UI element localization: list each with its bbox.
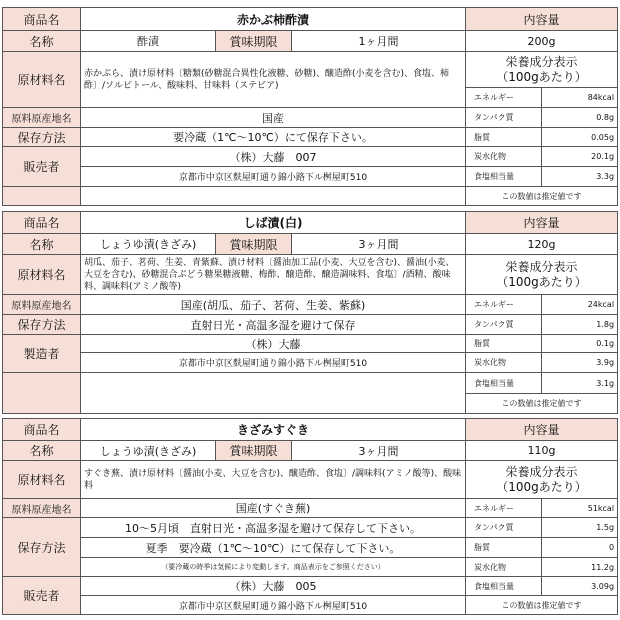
- company-address: 京都市中京区麩屋町通り錦小路下ル桝屋町510: [81, 353, 466, 373]
- expiry-label: 賞味期限: [216, 441, 292, 461]
- company-name: （株）大藤 007: [81, 147, 466, 167]
- product-label-table: [2, 418, 618, 615]
- nutrition-value: 3.09g: [542, 577, 618, 596]
- company-name: （株）大藤 005: [81, 577, 466, 596]
- expiry-label: 賞味期限: [216, 234, 292, 255]
- storage-text: 要冷蔵（1℃〜10℃）にて保存下さい。: [81, 128, 466, 147]
- company-name: （株）大藤: [81, 335, 466, 353]
- nutrition-value: 0: [542, 538, 618, 558]
- ingredients-label: 原材料名: [3, 52, 81, 108]
- ingredients-text: 胡瓜、茄子、茗荷、生姜、青紫蘇、漬け材料〔醤油加工品(小麦、大豆を含む)、醤油(小麦、大豆を含む)、砂糖混合ぶどう糖果糖液糖、梅酢、醸造酢、醸造調味料、食塩〕/酒精、酸味料、調味料(アミノ酸等): [81, 255, 466, 295]
- nutrition-title-line2: （100gあたり）: [496, 274, 587, 289]
- net-weight: 200g: [466, 31, 618, 52]
- nutrition-label: 脂質: [466, 128, 542, 147]
- nutrition-value: 0.05g: [542, 128, 618, 147]
- company-address: 京都市中京区麩屋町通り錦小路下ル桝屋町510: [81, 596, 466, 615]
- expiry-label: 賞味期限: [216, 31, 292, 52]
- product-type: しょうゆ漬(きざみ): [81, 441, 216, 461]
- storage-label: 保存方法: [3, 518, 81, 577]
- nutrition-title-line1: 栄養成分表示: [505, 54, 578, 69]
- nutrition-title: [466, 461, 618, 499]
- contents-label: 内容量: [466, 8, 618, 31]
- nutrition-title: [466, 255, 618, 295]
- seller-label: 販売者: [3, 577, 81, 615]
- nutrition-label: 炭水化物: [466, 147, 542, 167]
- name-label: 名称: [3, 441, 81, 461]
- nutrition-label: エネルギー: [466, 88, 542, 108]
- ingredients-text: すぐき蕪、漬け原材料〔醤油(小麦、大豆を含む)、醸造酢、食塩〕/調味料(アミノ酸等)、酸味料: [81, 461, 466, 499]
- expiry-value: 1ヶ月間: [292, 31, 466, 52]
- nutrition-value: 0.8g: [542, 108, 618, 128]
- nutrition-label: 炭水化物: [466, 353, 542, 373]
- nutrition-label: エネルギー: [466, 499, 542, 518]
- nutrition-value: 1.8g: [542, 315, 618, 335]
- blank-cell: [3, 187, 81, 206]
- blank-cell: [81, 373, 466, 414]
- product-title: 赤かぶ柿酢漬: [81, 8, 466, 31]
- nutrition-label: 脂質: [466, 335, 542, 353]
- manufacturer-label: 製造者: [3, 335, 81, 373]
- origin-value: 国産(すぐき蕪): [81, 499, 466, 518]
- storage-text: 直射日光・高温多湿を避けて保存: [81, 315, 466, 335]
- seller-label: 販売者: [3, 147, 81, 187]
- contents-label: 内容量: [466, 212, 618, 234]
- name-label: 名称: [3, 31, 81, 52]
- product-type: 酢漬: [81, 31, 216, 52]
- nutrition-label: 食塩相当量: [466, 373, 542, 394]
- nutrition-value: 11.2g: [542, 558, 618, 577]
- origin-value: 国産(胡瓜、茄子、茗荷、生姜、紫蘇): [81, 295, 466, 315]
- ingredients-text: 赤かぶら、漬け原材料〔糖類(砂糖混合異性化液糖、砂糖)、醸造酢(小麦を含む)、食塩、柿酢〕/ソルビトール、酸味料、甘味料（ステビア): [81, 52, 466, 108]
- nutrition-label: タンパク質: [466, 518, 542, 538]
- storage-text: 夏季 要冷蔵（1℃〜10℃）にて保存して下さい。: [81, 538, 466, 558]
- contents-label: 内容量: [466, 419, 618, 441]
- nutrition-label: エネルギー: [466, 295, 542, 315]
- nutrition-label: 炭水化物: [466, 558, 542, 577]
- product-title: きざみすぐき: [81, 419, 466, 441]
- nutrition-title-line1: 栄養成分表示: [505, 259, 578, 274]
- nutrition-value: 0.1g: [542, 335, 618, 353]
- net-weight: 110g: [466, 441, 618, 461]
- nutrition-value: 24kcal: [542, 295, 618, 315]
- nutrition-label: 食塩相当量: [466, 577, 542, 596]
- blank-cell: [3, 373, 81, 414]
- nutrition-value: 3.9g: [542, 353, 618, 373]
- product-title: しば漬(白): [81, 212, 466, 234]
- estimate-note: この数値は推定値です: [466, 187, 618, 206]
- ingredients-label: 原材料名: [3, 255, 81, 295]
- expiry-value: 3ヶ月間: [292, 234, 466, 255]
- nutrition-label: タンパク質: [466, 315, 542, 335]
- product-name-label: 商品名: [3, 8, 81, 31]
- product-type: しょうゆ漬(きざみ): [81, 234, 216, 255]
- nutrition-value: 51kcal: [542, 499, 618, 518]
- storage-label: 保存方法: [3, 315, 81, 335]
- name-label: 名称: [3, 234, 81, 255]
- nutrition-value: 3.3g: [542, 167, 618, 187]
- origin-label: 原料原産地名: [3, 499, 81, 518]
- product-label-table: [2, 7, 618, 206]
- origin-label: 原料原産地名: [3, 108, 81, 128]
- estimate-note: この数値は推定値です: [466, 394, 618, 414]
- product-name-label: 商品名: [3, 419, 81, 441]
- expiry-value: 3ヶ月間: [292, 441, 466, 461]
- nutrition-title-line1: 栄養成分表示: [505, 464, 578, 479]
- origin-value: 国産: [81, 108, 466, 128]
- blank-cell: [81, 187, 466, 206]
- storage-label: 保存方法: [3, 128, 81, 147]
- nutrition-label: 食塩相当量: [466, 167, 542, 187]
- product-name-label: 商品名: [3, 212, 81, 234]
- nutrition-title-line2: （100gあたり）: [496, 479, 587, 494]
- nutrition-value: 1.5g: [542, 518, 618, 538]
- estimate-note: この数値は推定値です: [466, 596, 618, 615]
- origin-label: 原料原産地名: [3, 295, 81, 315]
- company-address: 京都市中京区麩屋町通り錦小路下ル桝屋町510: [81, 167, 466, 187]
- storage-note: （要冷蔵の時季は気候により変動します。商品表示をご参照ください）: [81, 558, 466, 577]
- nutrition-value: 84kcal: [542, 88, 618, 108]
- nutrition-label: 脂質: [466, 538, 542, 558]
- product-label-table: [2, 211, 618, 414]
- nutrition-value: 3.1g: [542, 373, 618, 394]
- nutrition-label: タンパク質: [466, 108, 542, 128]
- nutrition-value: 20.1g: [542, 147, 618, 167]
- net-weight: 120g: [466, 234, 618, 255]
- ingredients-label: 原材料名: [3, 461, 81, 499]
- nutrition-title: [466, 52, 618, 88]
- storage-text: 10〜5月頃 直射日光・高温多湿を避けて保存して下さい。: [81, 518, 466, 538]
- nutrition-title-line2: （100gあたり）: [496, 69, 587, 84]
